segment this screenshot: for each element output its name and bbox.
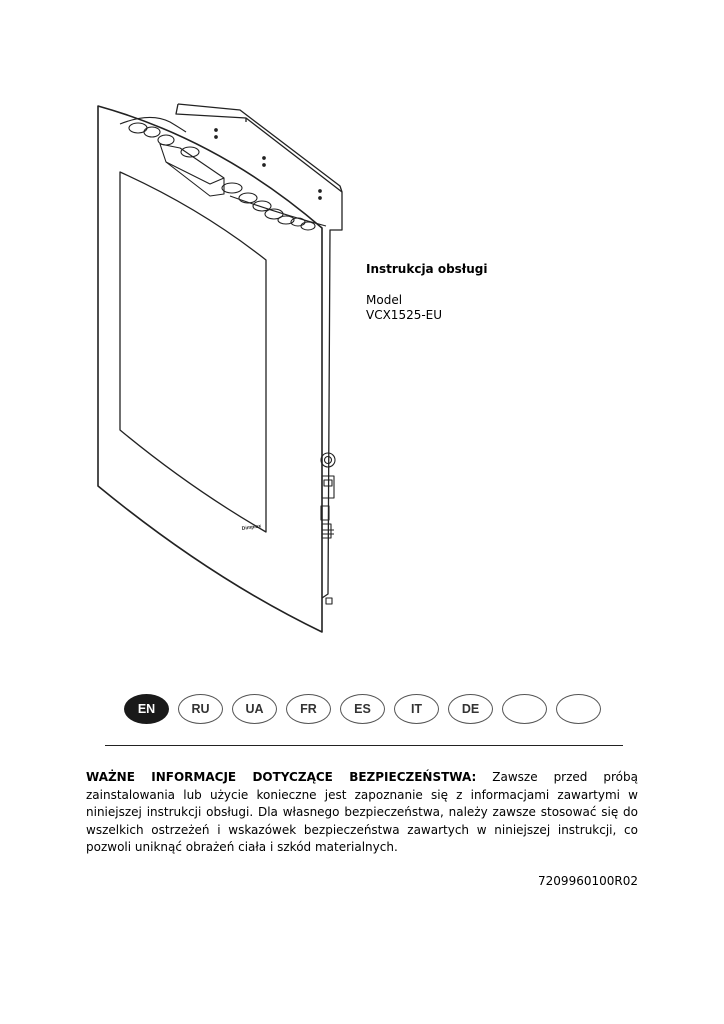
language-selector — [124, 694, 601, 728]
fireplace-illustration — [90, 88, 350, 638]
lang-pill-it[interactable]: IT — [394, 694, 439, 724]
lang-pill-ua[interactable]: UA — [232, 694, 277, 724]
lang-pill-de[interactable]: DE — [448, 694, 493, 724]
lang-pill-empty-1[interactable] — [502, 694, 547, 724]
brand-mark: Dimplex — [241, 523, 262, 532]
lang-pill-empty-2[interactable] — [556, 694, 601, 724]
title-block — [366, 262, 488, 324]
model-label: Model — [366, 292, 403, 307]
safety-notice-heading: WAŻNE INFORMACJE DOTYCZĄCE BEZPIECZEŃSTWA: — [86, 770, 477, 784]
safety-notice-body: Zawsze przed próbą zainstalowania lub użycie konieczne jest zapoznanie się z informacjami zawartymi w niniejszej instrukcji obsługi. Dla własnego bezpieczeństwa, należy zawsze stosować się do wszelkich ostrzeżeń i wskazówek bezpieczeństwa zawartych w niniejszej instrukcji, co pozwoli uniknąć obrażeń ciała i szkód materialnych. — [86, 770, 638, 854]
lang-pill-en[interactable]: EN — [124, 694, 169, 724]
log-bed — [120, 117, 326, 230]
lang-pill-fr[interactable]: FR — [286, 694, 331, 724]
divider-line — [105, 745, 623, 746]
viewing-window — [120, 172, 266, 532]
lang-pill-ru[interactable]: RU — [178, 694, 223, 724]
model-number: VCX1525-EU — [366, 308, 443, 322]
lang-pill-es[interactable]: ES — [340, 694, 385, 724]
manual-title: Instrukcja obsługi — [366, 262, 488, 276]
safety-notice — [86, 769, 638, 857]
front-panel — [98, 106, 322, 632]
document-number: 7209960100R02 — [538, 874, 638, 888]
